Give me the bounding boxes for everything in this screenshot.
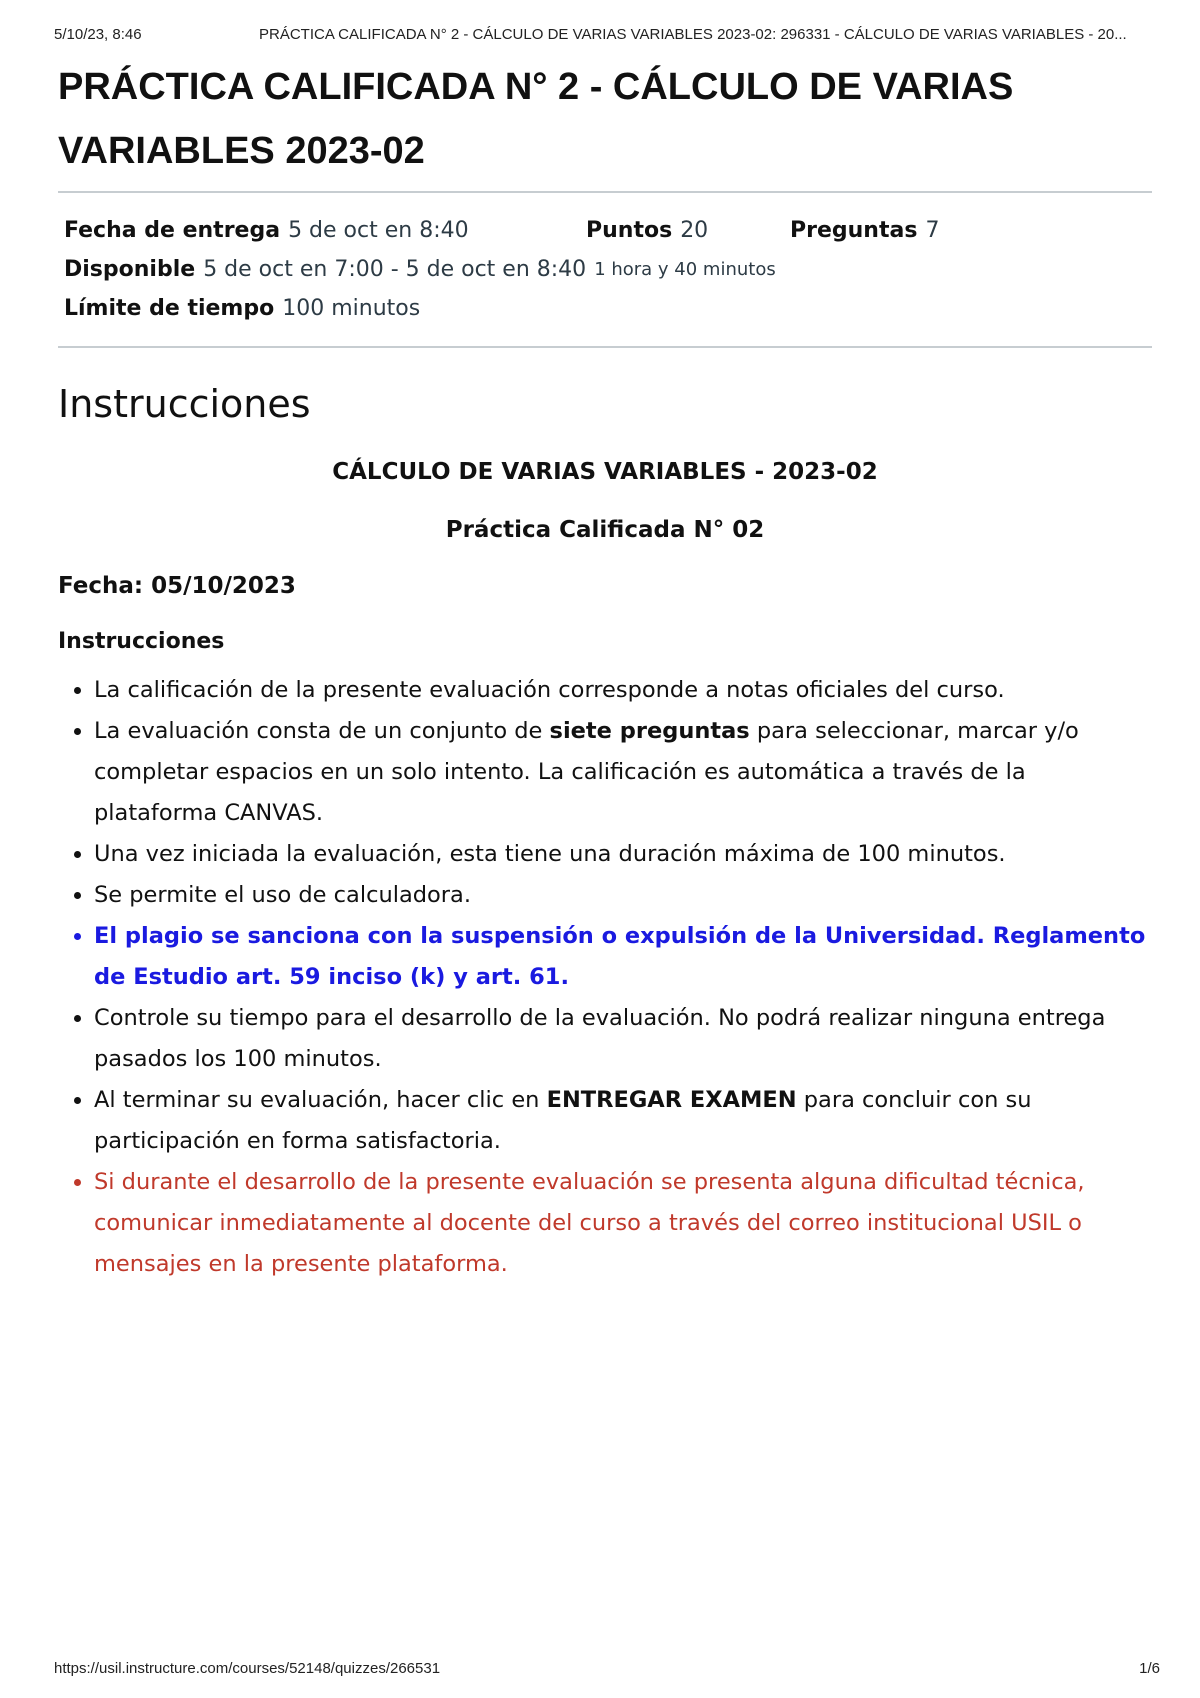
questions-label: Preguntas bbox=[790, 218, 918, 243]
exam-date: Fecha: 05/10/2023 bbox=[58, 573, 296, 599]
divider bbox=[58, 346, 1152, 348]
points-value: 20 bbox=[680, 218, 709, 243]
list-item-emphasis: siete preguntas bbox=[549, 718, 750, 744]
available-duration: 1 hora y 40 minutos bbox=[594, 259, 776, 280]
quiz-details bbox=[58, 193, 1152, 346]
list-item-text: para concluir con su participación en forma satisfactoria. bbox=[94, 1087, 1032, 1154]
details-row-1 bbox=[64, 211, 1146, 250]
time-limit-label: Límite de tiempo bbox=[64, 296, 275, 321]
due-label: Fecha de entrega bbox=[64, 218, 281, 243]
due-date bbox=[64, 211, 586, 250]
list-item: • Una vez iniciada la evaluación, esta tiene una duración máxima de 100 minutos. bbox=[94, 834, 1152, 875]
instructions-heading: Instrucciones bbox=[58, 382, 311, 426]
list-item: • Se permite el uso de calculadora. bbox=[94, 875, 1152, 916]
details-row-2 bbox=[64, 250, 1146, 289]
list-item-text: para seleccionar, marcar y/o completar espacios en un solo intento. La calificación es automática a través de la plataforma CANVAS. bbox=[94, 718, 1079, 826]
list-item bbox=[94, 1080, 1152, 1162]
course-title: CÁLCULO DE VARIAS VARIABLES - 2023-02 bbox=[332, 459, 878, 485]
print-page-title: PRÁCTICA CALIFICADA N° 2 - CÁLCULO DE VARIAS VARIABLES 2023-02: 296331 - CÁLCULO DE VARIAS VARIABLES - 20... bbox=[259, 26, 1127, 43]
print-header bbox=[54, 26, 1160, 48]
print-datetime: 5/10/23, 8:46 bbox=[54, 26, 142, 43]
points bbox=[586, 211, 790, 250]
quiz-title: PRÁCTICA CALIFICADA N° 2 - CÁLCULO DE VARIAS VARIABLES 2023-02 bbox=[58, 66, 1014, 172]
instructions-list bbox=[58, 670, 1152, 1285]
due-value: 5 de oct en 8:40 bbox=[288, 218, 469, 243]
print-footer bbox=[54, 1660, 1160, 1677]
print-url: https://usil.instructure.com/courses/52148/quizzes/266531 bbox=[54, 1660, 441, 1677]
list-item: • La calificación de la presente evaluación corresponde a notas oficiales del curso. bbox=[94, 670, 1152, 711]
details-row-3 bbox=[64, 289, 1146, 328]
available-label: Disponible bbox=[64, 257, 196, 282]
questions-value: 7 bbox=[925, 218, 940, 243]
points-label: Puntos bbox=[586, 218, 673, 243]
list-item-text: Al terminar su evaluación, hacer clic en bbox=[94, 1087, 547, 1113]
exam-title: Práctica Calificada N° 02 bbox=[445, 517, 765, 543]
list-item: • Controle su tiempo para el desarrollo de la evaluación. No podrá realizar ninguna entrega pasados los 100 minutos. bbox=[94, 998, 1152, 1080]
quiz-content bbox=[58, 55, 1152, 1285]
available-value: 5 de oct en 7:00 - 5 de oct en 8:40 bbox=[203, 257, 587, 282]
questions bbox=[790, 211, 939, 250]
instructions-subheading: Instrucciones bbox=[58, 629, 225, 654]
list-item-emphasis: ENTREGAR EXAMEN bbox=[546, 1087, 797, 1113]
list-item-text: La evaluación consta de un conjunto de bbox=[94, 718, 550, 744]
plagiarism-warning: • El plagio se sanciona con la suspensión o expulsión de la Universidad. Reglamento de Estudio art. 59 inciso (k) y art. 61. bbox=[94, 916, 1152, 998]
page-number: 1/6 bbox=[1139, 1660, 1160, 1677]
list-item bbox=[94, 711, 1152, 834]
technical-support-note: • Si durante el desarrollo de la presente evaluación se presenta alguna dificultad técnica, comunicar inmediatamente al docente del curso a través del correo institucional USIL o mensajes en la presente plataforma. bbox=[94, 1162, 1152, 1285]
time-limit-value: 100 minutos bbox=[282, 296, 421, 321]
